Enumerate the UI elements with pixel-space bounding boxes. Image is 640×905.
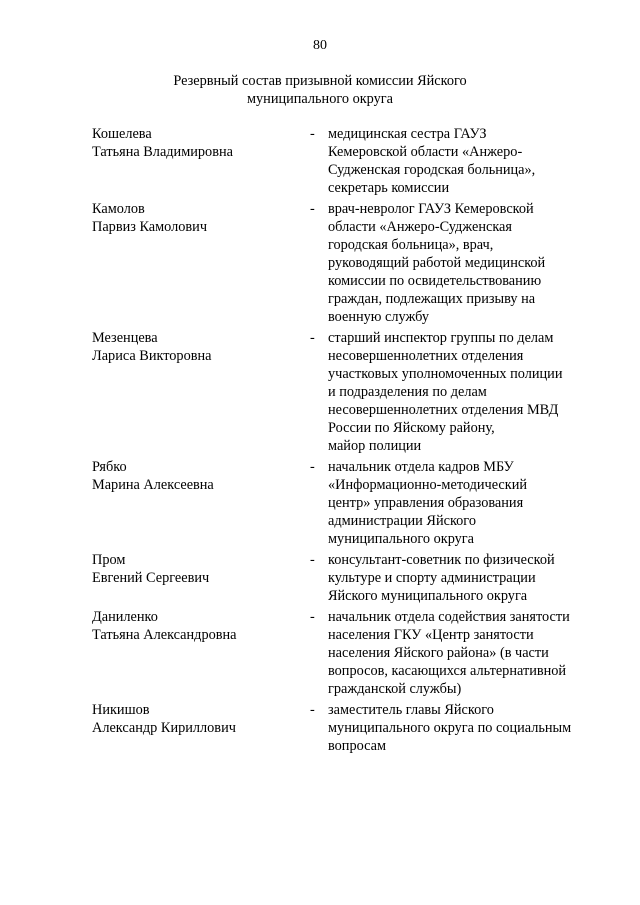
- member-name: [92, 701, 302, 737]
- member-surname: Камолов: [92, 201, 145, 217]
- separator-dash: -: [310, 552, 315, 568]
- member-role-line: комиссии по освидетельствованию: [328, 273, 542, 289]
- member-given-names: Парвиз Камолович: [92, 219, 208, 235]
- member-role-line: Судженская городская больница»,: [328, 162, 536, 178]
- page-number: 80: [313, 38, 327, 53]
- member-role: [328, 458, 592, 548]
- member-role: [328, 701, 592, 755]
- member-given-names: Марина Алексеевна: [92, 477, 214, 493]
- member-role: [328, 551, 592, 605]
- member-role-line: центр» управления образования: [328, 495, 524, 511]
- member-role-line: граждан, подлежащих призыву на: [328, 291, 536, 307]
- member-entry: [92, 701, 592, 755]
- member-name: [92, 200, 302, 236]
- member-surname: Кошелева: [92, 126, 152, 142]
- member-role-line: России по Яйскому району,: [328, 420, 495, 436]
- member-surname: Мезенцева: [92, 330, 158, 346]
- member-role-line: культуре и спорту администрации: [328, 570, 536, 586]
- member-role-line: Кемеровской области «Анжеро-: [328, 144, 523, 160]
- member-role-line: населения Яйского района» (в части: [328, 645, 549, 661]
- member-role-line: области «Анжеро-Судженская: [328, 219, 512, 235]
- document-title: [0, 72, 640, 108]
- members-list: [92, 125, 592, 758]
- member-entry: [92, 458, 592, 548]
- member-role-line: населения ГКУ «Центр занятости: [328, 627, 534, 643]
- member-role-line: медицинская сестра ГАУЗ: [328, 126, 487, 142]
- member-role-line: начальник отдела содействия занятости: [328, 609, 570, 625]
- member-given-names: Александр Кириллович: [92, 720, 236, 736]
- member-role: [328, 200, 592, 326]
- member-role-line: начальник отдела кадров МБУ: [328, 459, 514, 475]
- member-surname: Никишов: [92, 702, 150, 718]
- member-role-line: гражданской службы): [328, 681, 462, 697]
- member-name: [92, 329, 302, 365]
- separator-dash: -: [310, 459, 315, 475]
- member-role: [328, 125, 592, 197]
- member-role-line: муниципального округа по социальным: [328, 720, 572, 736]
- separator-dash: -: [310, 201, 315, 217]
- member-entry: [92, 125, 592, 197]
- member-role-line: вопросов, касающихся альтернативной: [328, 663, 567, 679]
- member-role-line: секретарь комиссии: [328, 180, 450, 196]
- separator-dash: -: [310, 126, 315, 142]
- member-entry: [92, 200, 592, 326]
- member-given-names: Лариса Викторовна: [92, 348, 212, 364]
- member-role: [328, 608, 592, 698]
- separator-dash: -: [310, 702, 315, 718]
- member-name: [92, 608, 302, 644]
- member-role-line: и подразделения по делам: [328, 384, 487, 400]
- member-entry: [92, 329, 592, 455]
- member-role-line: военную службу: [328, 309, 430, 325]
- member-name: [92, 458, 302, 494]
- member-surname: Пром: [92, 552, 126, 568]
- member-role-line: Яйского муниципального округа: [328, 588, 528, 604]
- member-entry: [92, 551, 592, 605]
- member-entry: [92, 608, 592, 698]
- title-line-1: Резервный состав призывной комиссии Яйского: [173, 73, 467, 89]
- member-given-names: Евгений Сергеевич: [92, 570, 210, 586]
- member-name: [92, 125, 302, 161]
- member-role-line: руководящий работой медицинской: [328, 255, 546, 271]
- member-role-line: участковых уполномоченных полиции: [328, 366, 563, 382]
- member-given-names: Татьяна Владимировна: [92, 144, 233, 160]
- member-role-line: консультант-советник по физической: [328, 552, 555, 568]
- member-role-line: муниципального округа: [328, 531, 475, 547]
- member-role: [328, 329, 592, 455]
- member-name: [92, 551, 302, 587]
- member-surname: Даниленко: [92, 609, 158, 625]
- member-role-line: врач-невролог ГАУЗ Кемеровской: [328, 201, 534, 217]
- separator-dash: -: [310, 609, 315, 625]
- member-role-line: старший инспектор группы по делам: [328, 330, 554, 346]
- member-role-line: несовершеннолетних отделения МВД: [328, 402, 559, 418]
- member-role-line: вопросам: [328, 738, 387, 754]
- separator-dash: -: [310, 330, 315, 346]
- member-role-line: несовершеннолетних отделения: [328, 348, 524, 364]
- member-role-line: «Информационно-методический: [328, 477, 528, 493]
- member-surname: Рябко: [92, 459, 127, 475]
- member-role-line: городская больница», врач,: [328, 237, 494, 253]
- member-role-line: администрации Яйского: [328, 513, 476, 529]
- title-line-2: муниципального округа: [246, 91, 394, 107]
- member-role-line: заместитель главы Яйского: [328, 702, 494, 718]
- member-given-names: Татьяна Александровна: [92, 627, 237, 643]
- member-role-line: майор полиции: [328, 438, 422, 454]
